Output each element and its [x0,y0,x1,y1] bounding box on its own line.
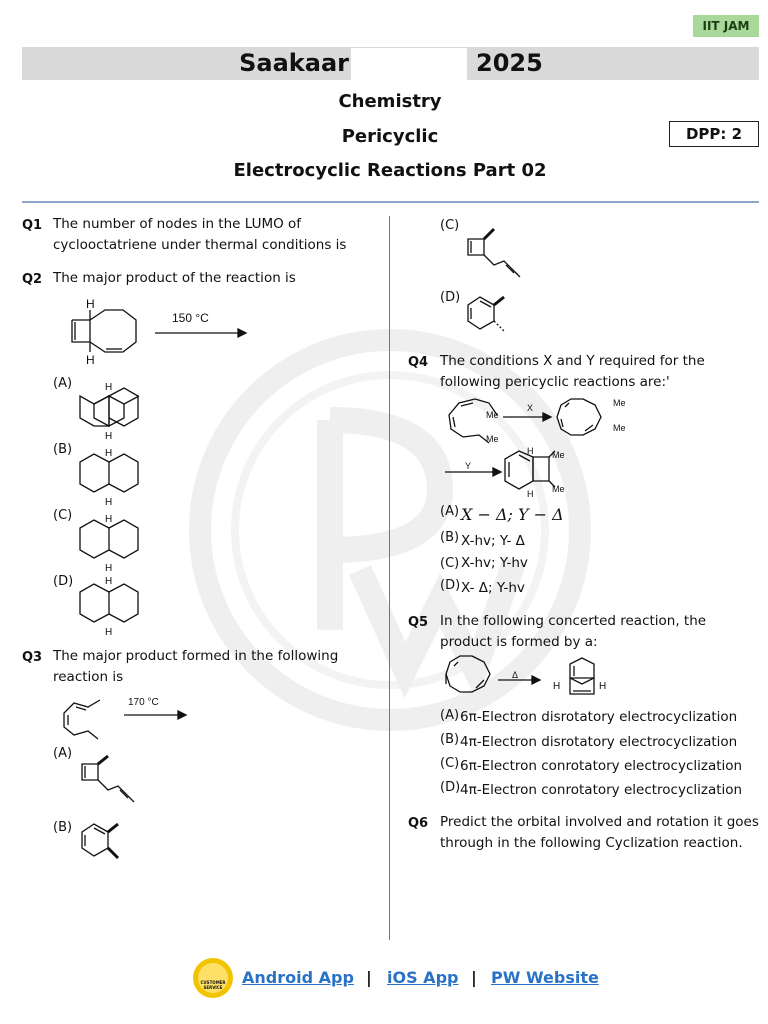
q4-me-label-1: Me [486,410,499,420]
q5-reaction-scheme [444,652,614,702]
column-divider [389,216,390,940]
q1-text-line2: cyclooctatriene under thermal conditions is [53,237,347,253]
svg-text:H: H [86,297,95,311]
q4-number: Q4 [408,355,429,370]
q4-me-label-3: Me [613,398,626,408]
q2-option-d-structure [80,576,140,636]
q3-condition: 170 °C [128,697,159,708]
q3-text-line1: The major product formed in the following [53,648,339,664]
q3-option-c-structure [466,225,526,285]
q2-option-a-structure [80,380,140,440]
svg-text:H: H [105,431,113,442]
q5-number: Q5 [408,615,429,630]
q4-h-label-1: H [527,446,534,456]
subject-heading: Chemistry [338,91,442,112]
q3-text-line2: reaction is [53,669,124,685]
svg-text:H: H [105,563,113,574]
q4-option-c-label: (C) [440,556,460,571]
topic-heading: Pericyclic [341,126,439,147]
q4-option-d-label: (D) [440,578,461,593]
q3-option-c-label: (C) [440,218,460,233]
q5-option-a-text: 6π-Electron disrotatory electrocyclization [460,709,738,725]
q4-reaction-1 [445,395,635,450]
q5-h-right: H [599,681,607,692]
q2-option-b-label: (B) [53,442,73,457]
q5-option-d-text: 4π-Electron conrotatory electrocyclization [460,782,743,798]
q5-option-c-label: (C) [440,756,460,771]
q3-option-d-label: (D) [440,290,461,305]
pw-website-link[interactable]: PW Website [491,968,599,987]
q4-me-label-4: Me [613,423,626,433]
q4-option-b-label: (B) [440,530,460,545]
q3-option-b-structure [80,820,140,870]
q3-number: Q3 [22,650,43,665]
footer-separator-1: | [366,968,372,987]
q3-option-a-structure [80,752,140,812]
q6-text-line1: Predict the orbital involved and rotation it goes [440,814,759,830]
q4-arrow-y: Y [465,461,472,471]
q4-me-label-2: Me [486,434,499,444]
q4-option-c-text: X-hv; Y-hv [461,555,528,571]
q5-option-b-text: 4π-Electron disrotatory electrocyclization [460,734,738,750]
q2-option-b-structure [80,446,140,506]
q5-text-line2: product is formed by a: [440,634,598,650]
q6-text-line2: through in the following Cyclization reaction. [440,835,743,851]
q4-text-line2: following pericyclic reactions are:' [440,374,670,390]
svg-text:H: H [105,497,113,508]
header-divider [22,201,759,203]
q2-option-d-label: (D) [53,574,74,589]
q2-text: The major product of the reaction is [53,270,296,286]
q3-option-d-structure [466,293,526,343]
svg-text:H: H [105,576,113,587]
title-gap [351,48,467,81]
svg-text:H: H [105,627,113,638]
q3-option-a-label: (A) [53,746,73,761]
q4-me-label-5: Me [552,450,565,460]
title-left: Saakaar [239,49,349,77]
q5-arrow-delta: Δ [512,670,519,680]
dpp-box: DPP: 2 [669,121,759,147]
q2-condition: 150 °C [172,311,209,325]
q5-h-left: H [553,681,561,692]
q1-number: Q1 [22,218,43,233]
q4-option-a-label: (A) [440,504,460,519]
q5-option-a-label: (A) [440,708,460,723]
q3-option-b-label: (B) [53,820,73,835]
customer-service-text: CUSTOMER SERVICE [198,963,228,993]
q4-option-a-text: X − Δ; Y − Δ [461,505,564,524]
q4-option-d-text: X- Δ; Y-hv [461,580,525,596]
svg-text:H: H [105,448,113,459]
q5-option-d-label: (D) [440,780,461,795]
q4-h-label-2: H [527,489,534,499]
svg-text:H: H [105,382,113,393]
q4-option-b-text: X-hv; Y- Δ [461,533,525,549]
q2-option-c-structure [80,512,140,572]
q2-number: Q2 [22,272,43,287]
q2-option-c-label: (C) [53,508,73,523]
footer-separator-2: | [471,968,477,987]
subtopic-heading: Electrocyclic Reactions Part 02 [233,160,547,181]
ios-app-link[interactable]: iOS App [387,968,459,987]
q5-text-line1: In the following concerted reaction, the [440,613,707,629]
svg-text:H: H [86,353,95,367]
q4-text-line1: The conditions X and Y required for the [440,353,705,369]
q4-me-label-6: Me [552,484,565,494]
q2-option-a-label: (A) [53,376,73,391]
q6-number: Q6 [408,816,429,831]
android-app-link[interactable]: Android App [242,968,354,987]
q2-reaction-scheme [60,298,250,368]
title-year: 2025 [476,49,543,77]
svg-text:H: H [105,514,113,525]
exam-badge: IIT JAM [693,15,759,37]
q3-reaction-scheme [60,695,190,745]
q1-text-line1: The number of nodes in the LUMO of [53,216,302,232]
q4-arrow-x: X [527,403,534,413]
q5-option-c-text: 6π-Electron conrotatory electrocyclization [460,758,743,774]
customer-service-icon[interactable] [193,958,233,998]
q5-option-b-label: (B) [440,732,460,747]
